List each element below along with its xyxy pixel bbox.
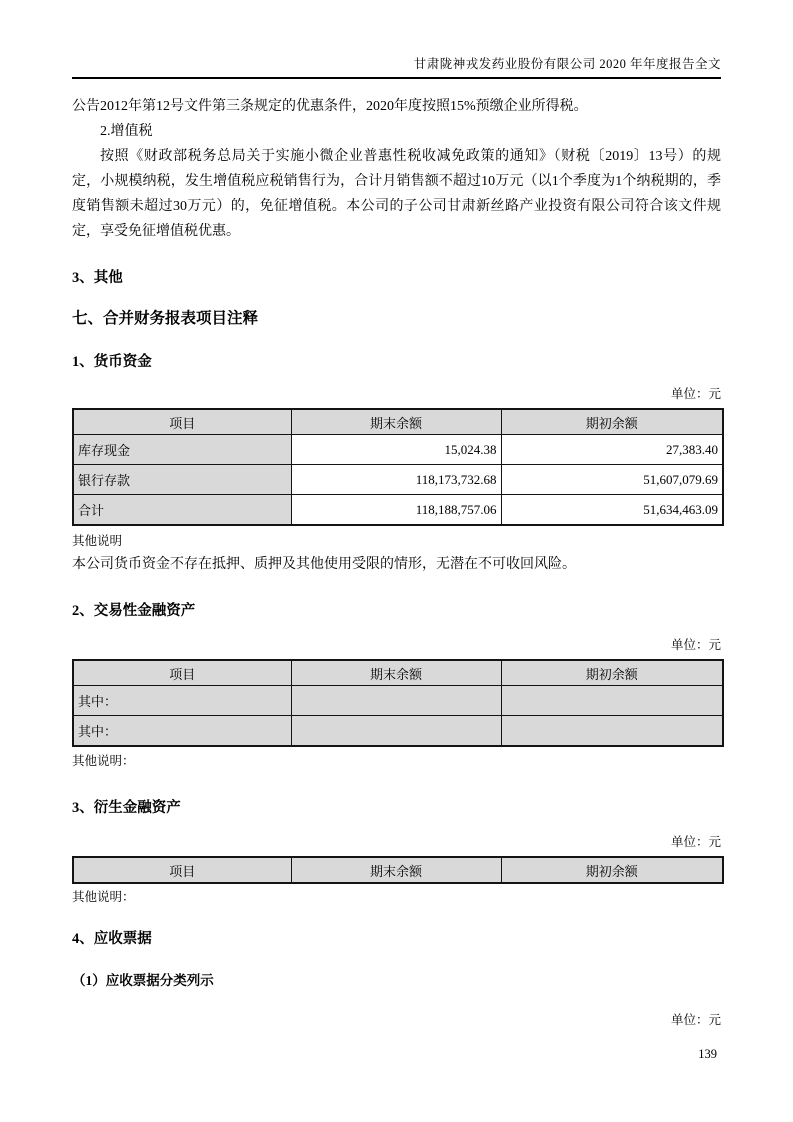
table-row bbox=[73, 435, 723, 465]
header-cell-item: 项目 bbox=[73, 660, 291, 686]
header-cell-ending-balance: 期末余额 bbox=[291, 857, 501, 883]
cell-beginning-balance bbox=[501, 686, 723, 716]
cell-ending-balance: 118,173,732.68 bbox=[291, 465, 501, 495]
section-notes-receivable bbox=[72, 929, 721, 1029]
monetary-funds-table bbox=[72, 408, 724, 526]
cell-item: 库存现金 bbox=[73, 435, 291, 465]
derivative-assets-table bbox=[72, 856, 724, 884]
cell-beginning-balance: 51,634,463.09 bbox=[501, 495, 723, 526]
note-label: 其他说明 bbox=[72, 534, 123, 548]
section-trading-financial-assets bbox=[72, 601, 721, 770]
doc-header bbox=[72, 57, 721, 79]
intro-paragraph: 按照《财政部税务总局关于实施小微企业普惠性税收减免政策的通知》（财税〔2019〕13号）的规定，小规模纳税，发生增值税应税销售行为，合计月销售额不超过10万元（以1个季度为1个纳税期的，季度销售额未超过30万元）的，免征增值税。本公司的子公司甘肃新丝路产业投资有限公司符合该文件规定，享受免征增值税优惠。 bbox=[72, 149, 721, 239]
note-text: 本公司货币资金不存在抵押、质押及其他使用受限的情形，无潜在不可收回风险。 bbox=[72, 557, 576, 572]
unit-label: 单位：元 bbox=[670, 1013, 721, 1027]
header-cell-beginning-balance: 期初余额 bbox=[501, 660, 723, 686]
unit-label: 单位：元 bbox=[670, 835, 721, 849]
header-cell-beginning-balance: 期初余额 bbox=[501, 857, 723, 883]
cell-beginning-balance bbox=[501, 716, 723, 747]
section-monetary-funds bbox=[72, 352, 721, 576]
section-heading: 1、货币资金 bbox=[72, 354, 152, 370]
page-number: 139 bbox=[698, 1047, 717, 1061]
table-header-row bbox=[73, 409, 723, 435]
header-cell-ending-balance: 期末余额 bbox=[291, 409, 501, 435]
cell-ending-balance bbox=[291, 716, 501, 747]
table-header-row bbox=[73, 857, 723, 883]
section-heading: 3、衍生金融资产 bbox=[72, 800, 181, 816]
trading-assets-table bbox=[72, 659, 724, 747]
intro-line-1: 公告2012年第12号文件第三条规定的优惠条件，2020年度按照15%预缴企业所得税。 bbox=[72, 99, 588, 114]
cell-ending-balance bbox=[291, 686, 501, 716]
header-cell-ending-balance: 期末余额 bbox=[291, 660, 501, 686]
cell-beginning-balance: 27,383.40 bbox=[501, 435, 723, 465]
cell-beginning-balance: 51,607,079.69 bbox=[501, 465, 723, 495]
note-label: 其他说明： bbox=[72, 754, 135, 768]
section-heading: 4、应收票据 bbox=[72, 931, 152, 947]
header-title: 甘肃陇神戎发药业股份有限公司 2020 年年度报告全文 bbox=[413, 57, 721, 71]
table-row bbox=[73, 465, 723, 495]
table-row bbox=[73, 716, 723, 747]
header-cell-beginning-balance: 期初余额 bbox=[501, 409, 723, 435]
note-label: 其他说明： bbox=[72, 890, 135, 904]
section-derivative-financial-assets bbox=[72, 798, 721, 906]
heading-consolidated-notes: 七、合并财务报表项目注释 bbox=[72, 310, 259, 327]
header-cell-item: 项目 bbox=[73, 857, 291, 883]
cell-item: 银行存款 bbox=[73, 465, 291, 495]
cell-ending-balance: 118,188,757.06 bbox=[291, 495, 501, 526]
cell-ending-balance: 15,024.38 bbox=[291, 435, 501, 465]
cell-item: 其中： bbox=[73, 686, 291, 716]
unit-label: 单位：元 bbox=[670, 387, 721, 401]
unit-label: 单位：元 bbox=[670, 638, 721, 652]
table-row bbox=[73, 686, 723, 716]
table-row bbox=[73, 495, 723, 526]
table-header-row bbox=[73, 660, 723, 686]
cell-item-total: 合计 bbox=[73, 495, 291, 526]
section-subheading: （1）应收票据分类列示 bbox=[72, 973, 214, 988]
cell-item: 其中： bbox=[73, 716, 291, 747]
intro-line-2: 2.增值税 bbox=[100, 124, 153, 139]
heading-other: 3、其他 bbox=[72, 270, 123, 286]
section-heading: 2、交易性金融资产 bbox=[72, 603, 196, 619]
header-cell-item: 项目 bbox=[73, 409, 291, 435]
